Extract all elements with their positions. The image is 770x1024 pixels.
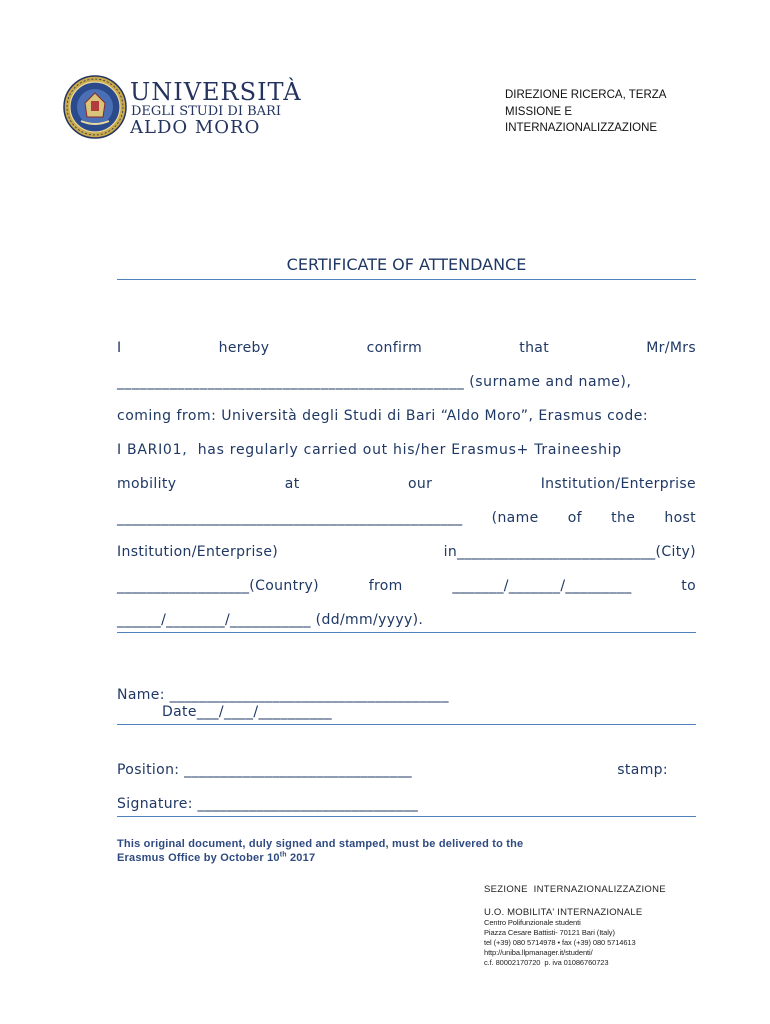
body-word: the [611, 510, 636, 526]
university-seal-icon [63, 75, 127, 139]
note-line-1: This original document, duly signed and stamped, must be delivered to the [117, 838, 524, 850]
body-line-3: coming from: Università degli Studi di Bari “Aldo Moro”, Erasmus code: [117, 408, 649, 424]
office-footer [484, 884, 734, 968]
body-word: Institution/Enterprise [540, 476, 696, 492]
department-line: DIREZIONE RICERCA, TERZA [505, 89, 667, 101]
note-superscript: th [279, 851, 287, 859]
note-text: 2017 [286, 852, 316, 864]
body-word: of [567, 510, 582, 526]
to-date-blank: ______/________/___________ (dd/mm/yyyy). [117, 612, 424, 628]
body-line-7 [117, 543, 696, 561]
date-field: Date___/____/__________ [162, 704, 332, 720]
body-word: Mr/Mrs [646, 340, 696, 356]
logo-aldo-moro: ALDO MORO [130, 117, 261, 138]
body-word: (name [491, 510, 539, 526]
body-divider [117, 632, 696, 633]
country-blank: __________________(Country) [117, 578, 319, 594]
body-line-4: I BARI01, has regularly carried out his/her Erasmus+ Traineeship [117, 442, 622, 458]
body-line-6 [117, 509, 696, 527]
body-word: our [408, 476, 433, 492]
department-line: MISSIONE E [505, 105, 573, 118]
body-word: to [681, 578, 696, 594]
signature-divider [117, 816, 696, 817]
name-field: Name: ______________________________________ [117, 687, 449, 703]
footer-detail: Piazza Cesare Battisti- 70121 Bari (Italy) [484, 928, 615, 937]
body-word: from [368, 578, 403, 594]
department-heading [505, 87, 705, 137]
position-line [117, 761, 696, 779]
title-divider [117, 279, 696, 280]
body-word: at [284, 476, 300, 492]
stamp-label: stamp: [617, 762, 668, 778]
body-word: hereby [218, 340, 270, 356]
university-logo [63, 75, 302, 145]
body-word: confirm [366, 340, 423, 356]
body-line-1 [117, 339, 696, 357]
body-line-8 [117, 577, 696, 595]
department-line: INTERNAZIONALIZZAZIONE [505, 122, 658, 134]
body-word: I [117, 340, 122, 356]
logo-studi: DEGLI STUDI DI BARI [131, 104, 281, 119]
footer-unit: U.O. MOBILITA' INTERNAZIONALE [484, 907, 643, 918]
footer-section: SEZIONE INTERNAZIONALIZZAZIONE [484, 884, 666, 895]
logo-university: UNIVERSITÀ [130, 78, 302, 106]
footer-detail: Centro Polifunzionale studenti [484, 918, 581, 927]
footer-detail: tel (+39) 080 5714978 • fax (+39) 080 5714613 [484, 938, 636, 947]
document-title: CERTIFICATE OF ATTENDANCE [286, 255, 527, 274]
delivery-note [117, 837, 617, 865]
city-blank: in___________________________(City) [443, 544, 696, 560]
from-date-blank: _______/_______/_________ [452, 578, 632, 594]
name-divider [117, 724, 696, 725]
body-line-5 [117, 475, 696, 493]
signature-field: Signature: ______________________________ [117, 796, 419, 812]
body-word: host [664, 510, 696, 526]
body-word: Institution/Enterprise) [117, 544, 279, 560]
position-field: Position: _______________________________ [117, 762, 413, 778]
body-word: that [519, 340, 550, 356]
body-word: mobility [117, 476, 177, 492]
note-text: Erasmus Office by October 10 [117, 852, 280, 864]
footer-detail: c.f. 80002170720 p. iva 01086760723 [484, 958, 609, 967]
footer-link: http://uniba.llpmanager.it/studenti/ [484, 948, 593, 957]
host-name-blank: _______________________________________________ [117, 510, 463, 526]
body-line-2: ______________________________________________ (surname and name), [117, 374, 632, 390]
note-line-2 [117, 851, 617, 865]
